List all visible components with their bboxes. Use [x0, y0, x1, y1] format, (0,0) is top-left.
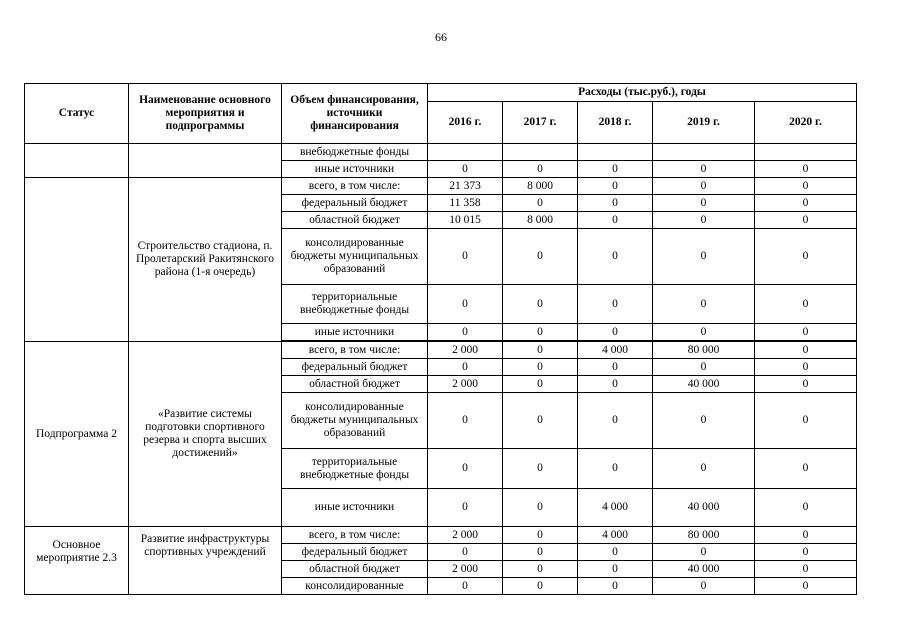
value-cell: 0: [653, 212, 755, 229]
source-cell: всего, в том числе:: [282, 178, 428, 195]
value-cell: 0: [578, 161, 653, 178]
value-cell: 0: [503, 324, 578, 341]
source-cell: внебюджетные фонды: [282, 144, 428, 161]
value-cell: 0: [503, 561, 578, 578]
header-year: 2020 г.: [755, 102, 857, 144]
value-cell: 40 000: [653, 561, 755, 578]
value-cell: 0: [755, 229, 857, 285]
value-cell: 0: [578, 324, 653, 341]
value-cell: 0: [755, 285, 857, 324]
value-cell: 0: [578, 195, 653, 212]
value-cell: 40 000: [653, 376, 755, 393]
value-cell: 0: [428, 393, 503, 449]
name-cell-empty: [129, 144, 282, 178]
value-cell: 0: [578, 561, 653, 578]
page-number: 66: [435, 30, 447, 44]
value-cell: 0: [503, 449, 578, 489]
value-cell: 0: [428, 359, 503, 376]
value-cell: 0: [578, 359, 653, 376]
header-year: 2016 г.: [428, 102, 503, 144]
value-cell: 0: [653, 161, 755, 178]
value-cell: 8 000: [503, 178, 578, 195]
value-cell: 0: [428, 544, 503, 561]
value-cell: 80 000: [653, 342, 755, 359]
value-cell: 0: [653, 229, 755, 285]
source-cell: иные источники: [282, 489, 428, 527]
source-cell: федеральный бюджет: [282, 359, 428, 376]
source-cell: территориальные внебюджетные фонды: [282, 285, 428, 324]
value-cell: 0: [578, 376, 653, 393]
value-cell: 2 000: [428, 561, 503, 578]
value-cell: 0: [503, 161, 578, 178]
table-row: [25, 144, 857, 161]
value-cell: 10 015: [428, 212, 503, 229]
value-cell: 0: [653, 285, 755, 324]
value-cell: 0: [755, 544, 857, 561]
value-cell: 0: [755, 324, 857, 341]
header-expenses: Расходы (тыс.руб.), годы: [428, 84, 857, 102]
value-cell: 0: [578, 212, 653, 229]
value-cell: 0: [755, 195, 857, 212]
value-cell: 0: [503, 578, 578, 595]
value-cell: 0: [653, 544, 755, 561]
value-cell: 0: [653, 359, 755, 376]
table-row: [25, 178, 857, 195]
value-cell: 0: [503, 342, 578, 359]
header-volume: Объем финансирования, источники финансирования: [282, 84, 428, 144]
value-cell: 0: [428, 229, 503, 285]
value-cell: 0: [503, 359, 578, 376]
value-cell: 0: [578, 393, 653, 449]
value-cell: 0: [653, 195, 755, 212]
value-cell: 0: [653, 578, 755, 595]
subprogram-name: «Развитие системы подготовки спортивного резерва и спорта высших достижений»: [129, 342, 282, 527]
value-cell: 0: [503, 229, 578, 285]
source-cell: всего, в том числе:: [282, 527, 428, 544]
source-cell: областной бюджет: [282, 376, 428, 393]
source-cell: консолидированные: [282, 578, 428, 595]
value-cell: 0: [755, 393, 857, 449]
value-cell: 0: [653, 393, 755, 449]
source-cell: федеральный бюджет: [282, 195, 428, 212]
source-cell: областной бюджет: [282, 212, 428, 229]
value-cell: 0: [428, 449, 503, 489]
budget-table: [24, 83, 857, 595]
value-cell: 0: [503, 527, 578, 544]
value-cell: 0: [578, 449, 653, 489]
value-cell: 0: [755, 489, 857, 527]
value-cell: 0: [428, 578, 503, 595]
status-cell-empty: [25, 178, 129, 342]
status-cell-empty: [25, 144, 129, 178]
value-cell: 21 373: [428, 178, 503, 195]
value-cell: 0: [578, 178, 653, 195]
source-cell: федеральный бюджет: [282, 544, 428, 561]
value-cell: 0: [503, 544, 578, 561]
value-cell: 0: [428, 161, 503, 178]
value-cell: 2 000: [428, 527, 503, 544]
source-cell: консолидированные бюджеты муниципальных образований: [282, 229, 428, 285]
source-cell: консолидированные бюджеты муниципальных образований: [282, 393, 428, 449]
value-cell: 2 000: [428, 376, 503, 393]
value-cell: 4 000: [578, 342, 653, 359]
value-cell: 2 000: [428, 342, 503, 359]
value-cell: 0: [653, 449, 755, 489]
value-cell: 8 000: [503, 212, 578, 229]
value-cell: 0: [755, 376, 857, 393]
source-cell: территориальные внебюджетные фонды: [282, 449, 428, 489]
value-cell: 0: [755, 178, 857, 195]
value-cell: 0: [755, 578, 857, 595]
header-name: Наименование основного мероприятия и подпрограммы: [129, 84, 282, 144]
value-cell: 0: [503, 393, 578, 449]
value-cell: 4 000: [578, 489, 653, 527]
value-cell: 0: [755, 561, 857, 578]
value-cell: 0: [755, 212, 857, 229]
activity-name: Строительство стадиона, п. Пролетарский Ракитянского района (1-я очередь): [129, 178, 282, 342]
source-cell: иные источники: [282, 161, 428, 178]
value-cell: 0: [578, 544, 653, 561]
header-year: 2019 г.: [653, 102, 755, 144]
value-cell: 0: [503, 285, 578, 324]
value-cell: 0: [503, 489, 578, 527]
value-cell: 0: [755, 359, 857, 376]
value-cell: 0: [755, 342, 857, 359]
subprogram-status: Подпрограмма 2: [25, 342, 129, 527]
value-cell: 0: [578, 578, 653, 595]
value-cell: 0: [503, 376, 578, 393]
header-status: Статус: [25, 84, 129, 144]
value-cell: 40 000: [653, 489, 755, 527]
value-cell: 80 000: [653, 527, 755, 544]
value-cell: 0: [755, 527, 857, 544]
value-cell: 11 358: [428, 195, 503, 212]
value-cell: 0: [428, 324, 503, 341]
value-cell: 0: [653, 178, 755, 195]
value-cell: 0: [428, 489, 503, 527]
activity-name: Развитие инфраструктуры спортивных учреждений: [129, 527, 282, 595]
table-row: [25, 342, 857, 359]
value-cell: 0: [755, 449, 857, 489]
value-cell: 0: [578, 285, 653, 324]
header-year: 2017 г.: [503, 102, 578, 144]
activity-status: Основное мероприятие 2.3: [25, 527, 129, 595]
table-row: [25, 527, 857, 544]
value-cell: 0: [653, 324, 755, 341]
header-row-1: [25, 84, 857, 102]
source-cell: иные источники: [282, 324, 428, 341]
value-cell: 0: [428, 285, 503, 324]
source-cell: всего, в том числе:: [282, 342, 428, 359]
value-cell: 4 000: [578, 527, 653, 544]
value-cell: 0: [755, 161, 857, 178]
value-cell: 0: [578, 229, 653, 285]
value-cell: 0: [503, 195, 578, 212]
header-year: 2018 г.: [578, 102, 653, 144]
source-cell: областной бюджет: [282, 561, 428, 578]
